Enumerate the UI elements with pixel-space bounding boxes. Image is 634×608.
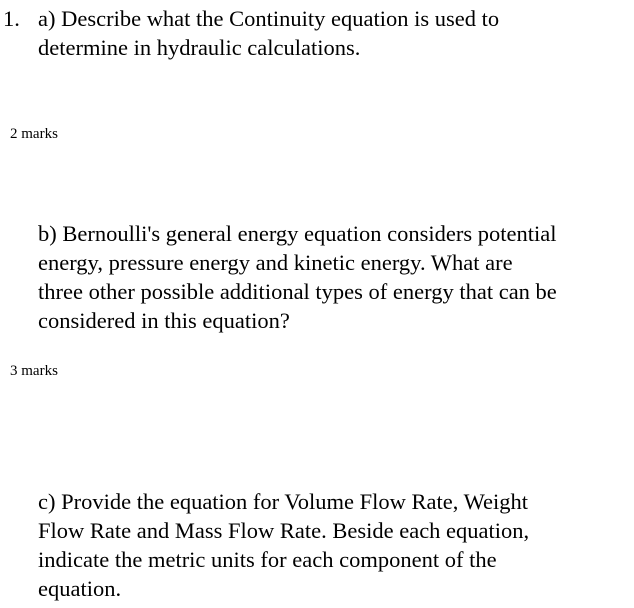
part-b-line: b) Bernoulli's general energy equation considers potential bbox=[38, 221, 557, 246]
part-c-line: indicate the metric units for each component of the bbox=[38, 547, 497, 572]
part-b-marks: 3 marks bbox=[10, 363, 58, 379]
part-b-line: considered in this equation? bbox=[38, 308, 290, 333]
part-c-text bbox=[38, 487, 529, 603]
part-b-line: energy, pressure energy and kinetic energy. What are bbox=[38, 250, 513, 275]
part-c-line: Flow Rate and Mass Flow Rate. Beside each equation, bbox=[38, 518, 530, 543]
part-a-marks: 2 marks bbox=[10, 126, 58, 142]
part-b-line: three other possible additional types of energy that can be bbox=[38, 279, 557, 304]
part-c-line: equation. bbox=[38, 576, 122, 601]
part-a-line: determine in hydraulic calculations. bbox=[38, 35, 361, 60]
part-a-line: a) Describe what the Continuity equation is used to bbox=[38, 6, 500, 31]
part-a-text bbox=[38, 4, 499, 62]
part-c-line: c) Provide the equation for Volume Flow Rate, Weight bbox=[38, 489, 528, 514]
question-number: 1. bbox=[3, 6, 20, 31]
part-b-text bbox=[38, 219, 557, 335]
